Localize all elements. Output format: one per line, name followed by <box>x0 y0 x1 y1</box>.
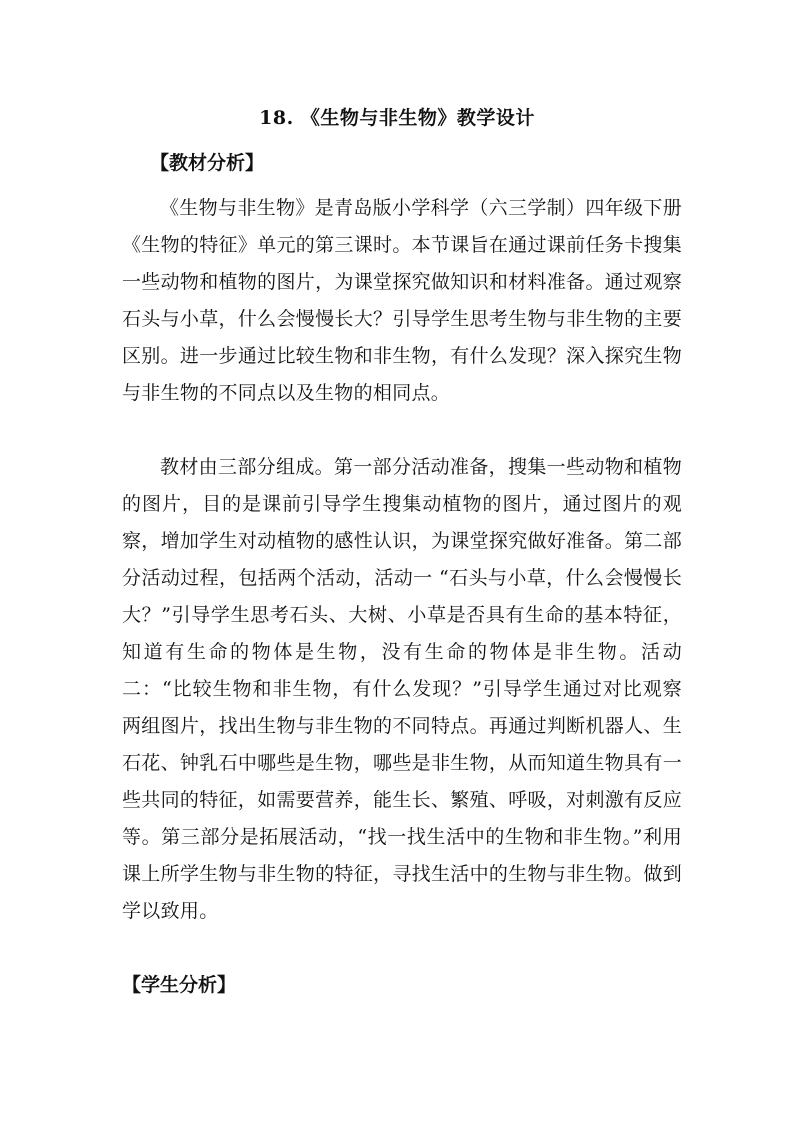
paragraph-2: 教材由三部分组成。第一部分活动准备，搜集一些动物和植物的图片，目的是课前引导学生搜集动植物的图片，通过图片的观察，增加学生对动植物的感性认识，为课堂探究做好准备。第二部分活动过程，包括两个活动，活动一 “石头与小草，什么会慢慢长大？”引导学生思考石头、大树、小草是否具有生命的基本特征，知道有生命的物体是生物，没有生命的物体是非生物。活动二：“比较生物和非生物，有什么发现？”引导学生通过对比观察两组图片，找出生物与非生物的不同特点。再通过判断机器人、生石花、钟乳石中哪些是生物，哪些是非生物，从而知道生物具有一些共同的特征，如需要营养，能生长、繁殖、呼吸，对刺激有反应等。第三部分是拓展活动，“找一找生活中的生物和非生物。”利用课上所学生物与非生物的特征，寻找生活中的生物与非生物。做到学以致用。 <box>122 456 682 922</box>
section-heading-student-analysis: 【学生分析】 <box>122 974 237 996</box>
section-heading-textbook-analysis: 【教材分析】 <box>150 152 265 174</box>
document-title: 18. 《生物与非生物》教学设计 <box>259 107 535 129</box>
paragraph-1: 《生物与非生物》是青岛版小学科学（六三学制）四年级下册《生物的特征》单元的第三课时。本节课旨在通过课前任务卡搜集一些动物和植物的图片，为课堂探究做知识和材料准备。通过观察石头与小草，什么会慢慢长大？引导学生思考生物与非生物的主要区别。进一步通过比较生物和非生物，有什么发现？深入探究生物与非生物的不同点以及生物的相同点。 <box>122 197 682 404</box>
